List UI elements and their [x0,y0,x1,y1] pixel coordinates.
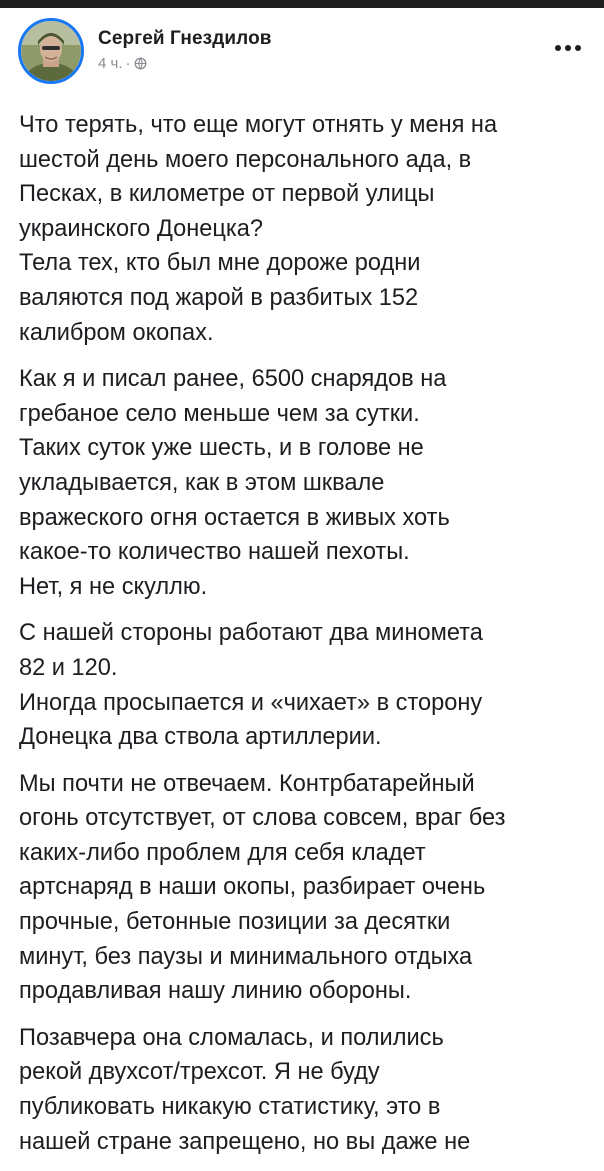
post-paragraph [19,616,594,754]
more-options-button[interactable] [548,36,588,60]
post-text-line: Что терять, что еще могут отнять у меня на [19,112,498,138]
more-dots-icon [575,45,581,51]
post-text-line: Иногда просыпается и «чихает» в сторону [19,689,483,716]
post-text-line: валяются под жарой в разбитых 152 [19,284,419,311]
post-paragraph [19,108,594,350]
avatar-photo-icon [21,21,81,81]
more-dots-icon [565,45,571,51]
author-name[interactable]: Сергей Гнездилов [98,28,272,49]
post-paragraph [19,362,594,604]
post-text-line: шестой день моего персонального ада, в [19,146,472,173]
post-text-line: Песках, в километре от первой улицы [19,181,435,208]
post-text-line: Позавчера она сломалась, и полились [19,1024,444,1051]
post-body [19,108,594,1171]
post-text-line: Как я и писал ранее, 6500 снарядов на [19,366,447,393]
post-text-line: каких-либо проблем для себя кладет [19,839,426,866]
more-dots-icon [555,45,561,51]
post-text-line: укладывается, как в этом шквале [19,469,385,496]
globe-icon [134,57,147,70]
post-text-line: Мы почти не отвечаем. Контрбатарейный [19,770,475,797]
post-text-line: Таких суток уже шесть, и в голове не [19,435,424,462]
post-text-line: С нашей стороны работают два миномета [19,620,483,647]
post-paragraph [19,767,594,1009]
post-paragraph [19,1021,594,1159]
top-status-bar [0,0,604,8]
post-text-line: публиковать никакую статистику, это в [19,1094,441,1121]
post-text-line: нашей стране запрещено, но вы даже не [19,1128,471,1155]
post-text-line: какое-то количество нашей пехоты. [19,539,410,566]
post-text-line: рекой двухсот/трехсот. Я не буду [19,1059,380,1086]
post-text-line: украинского Донецка? [19,215,263,242]
post-text-line: гребаное село меньше чем за сутки. [19,400,420,427]
post-text-line: Тела тех, кто был мне дороже родни [19,250,421,277]
author-block [98,28,272,72]
post-text-line: вражеского огня остается в живых хоть [19,504,450,531]
post-meta [98,55,272,72]
post-text-line: калибром окопах. [19,319,214,346]
post-text-line: прочные, бетонные позиции за десятки [19,909,451,936]
meta-separator: · [125,55,131,72]
post-text-line: 82 и 120. [19,654,118,681]
post-header [18,18,588,88]
post-text-line: минут, без паузы и минимального отдыха [19,943,473,970]
avatar[interactable] [18,18,84,84]
post-text-line: Донецка два ствола артиллерии. [19,724,382,751]
post-text-line: продавливая нашу линию обороны. [19,978,412,1005]
post-text-line: артснаряд в наши окопы, разбирает очень [19,874,486,901]
post-text-line: Нет, я не скуллю. [19,573,208,600]
post-text-line: огонь отсутствует, от слова совсем, враг без [19,805,506,832]
post-time[interactable]: 4 ч. [98,55,123,72]
